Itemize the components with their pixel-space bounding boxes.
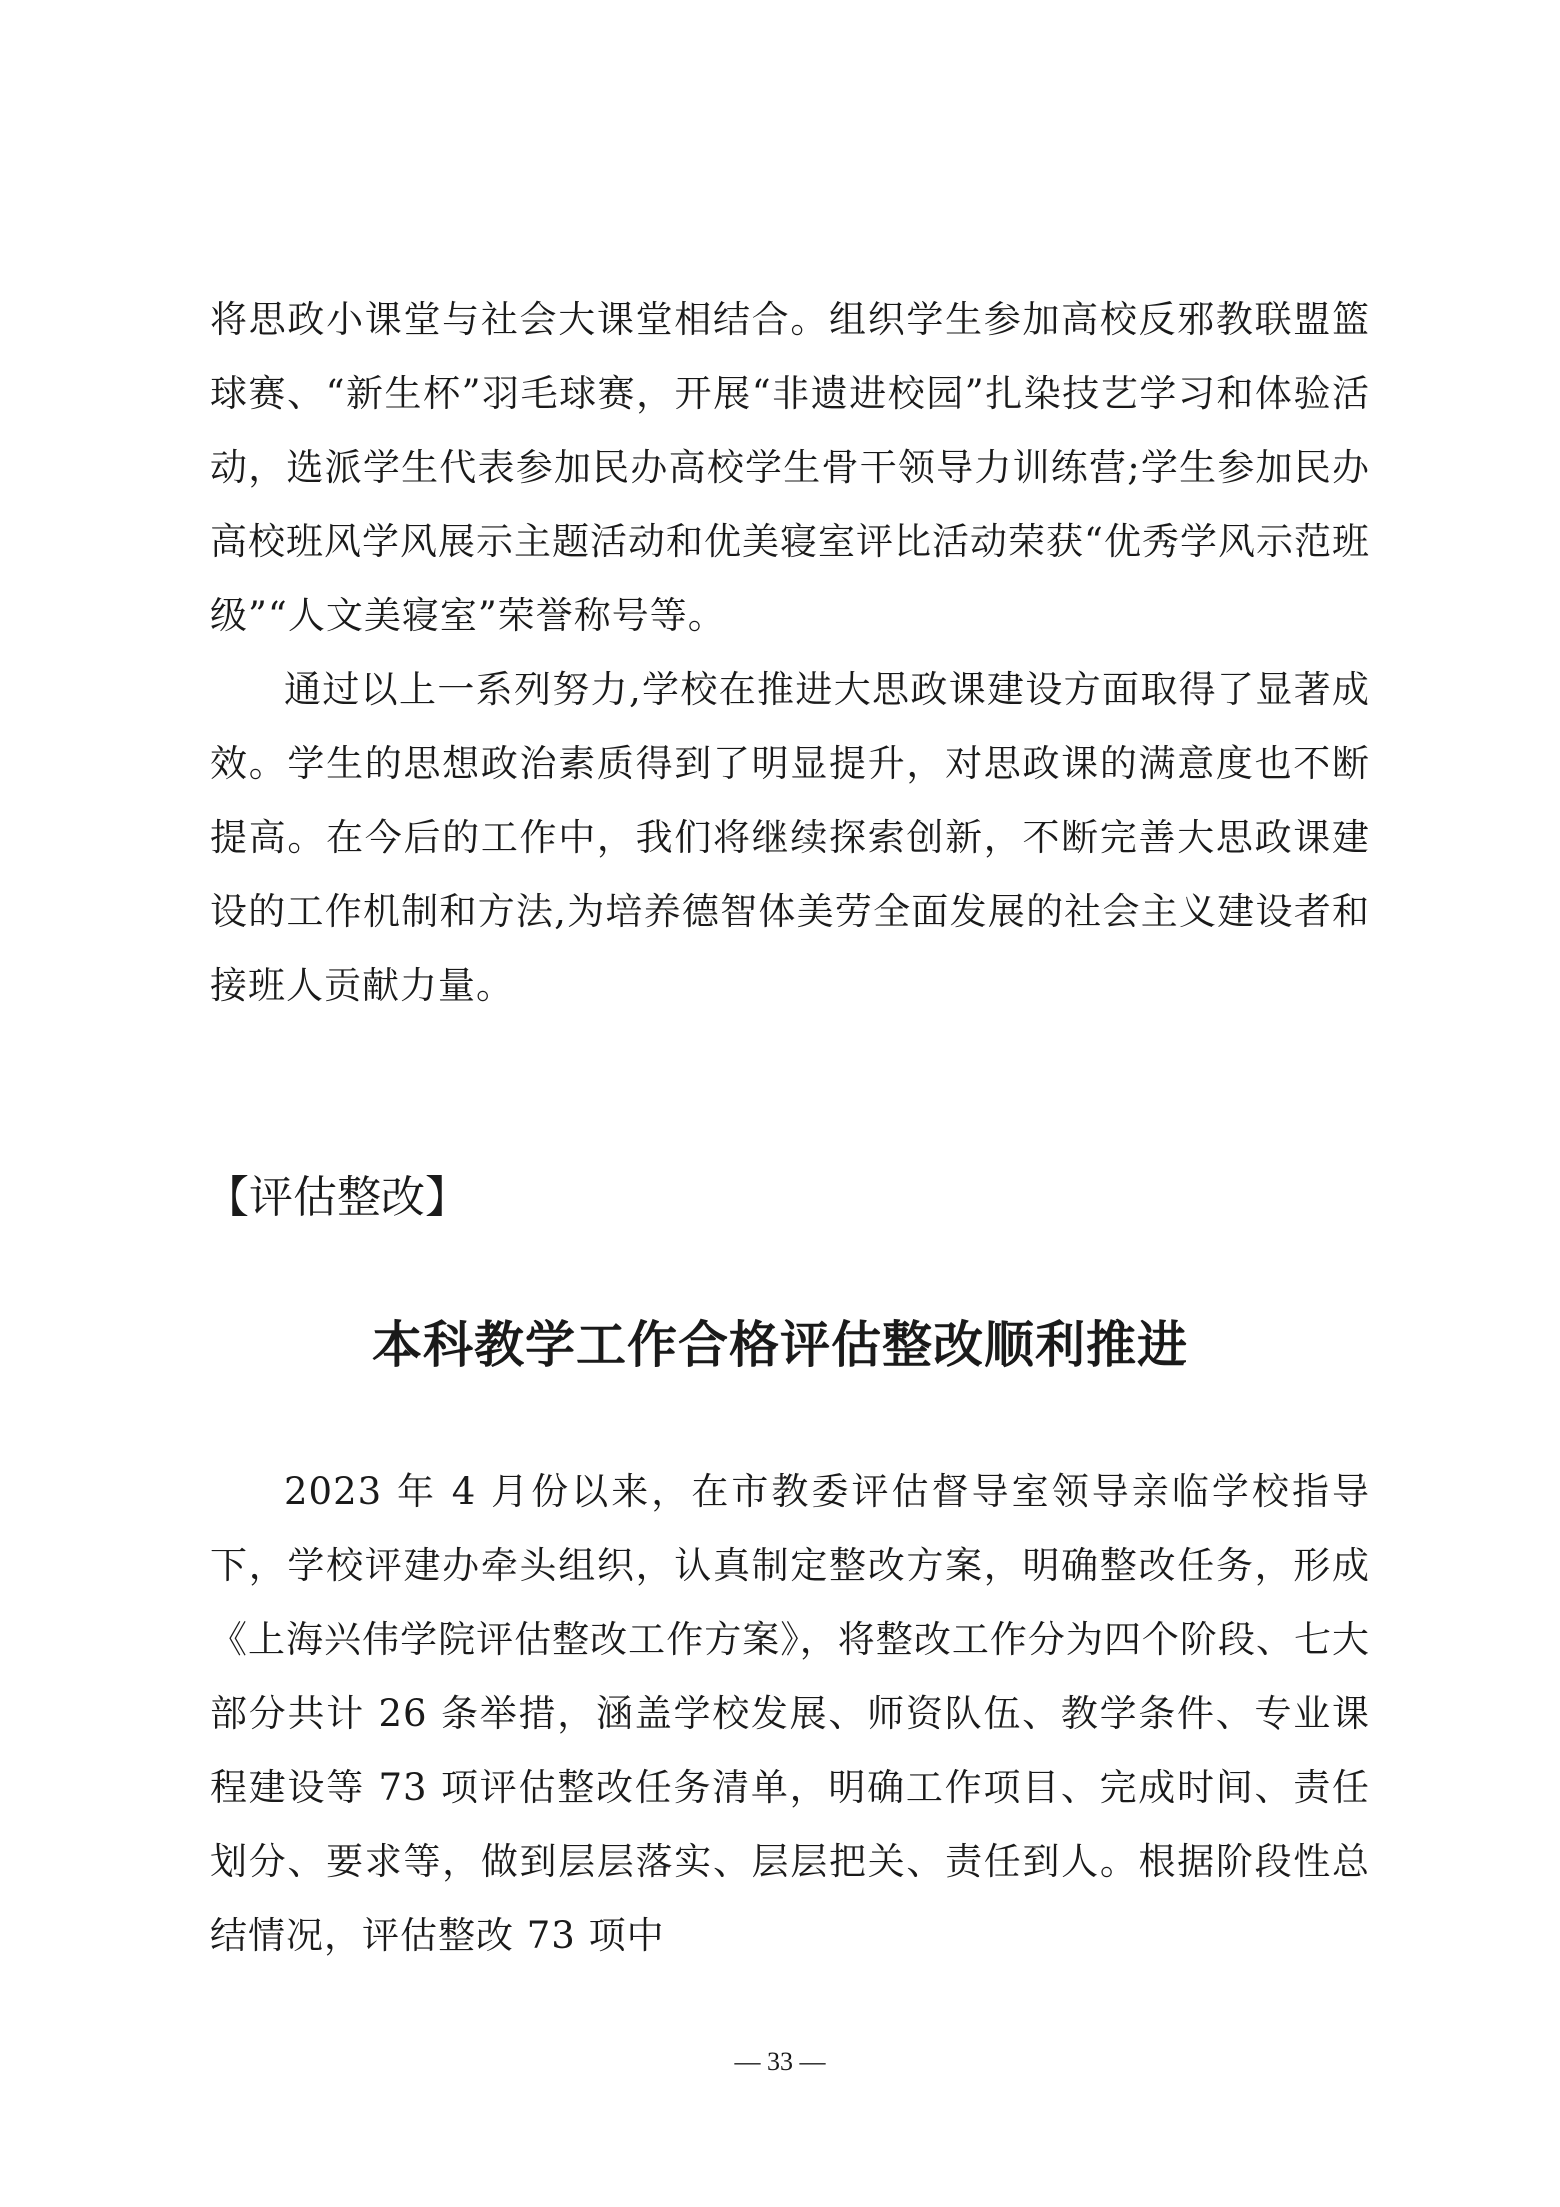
- summary-paragraph: 通过以上一系列努力,学校在推进大思政课建设方面取得了显著成效。学生的思想政治素质得到了明显提升，对思政课的满意度也不断提高。在今后的工作中，我们将继续探索创新，不断完善大思政课建设的工作机制和方法,为培养德智体美劳全面发展的社会主义建设者和接班人贡献力量。: [210, 668, 1370, 1007]
- section-label: 【评估整改】: [205, 1172, 469, 1223]
- article-body: [210, 1455, 1370, 1973]
- page-number: — 33 —: [734, 2047, 826, 2076]
- article-paragraph: 2023 年 4 月份以来，在市教委评估督导室领导亲临学校指导下，学校评建办牵头组织，认真制定整改方案，明确整改任务，形成《上海兴伟学院评估整改工作方案》，将整改工作分为四个阶段、七大部分共计 26 条举措，涵盖学校发展、师资队伍、教学条件、专业课程建设等 73 项评估整改任务清单，明确工作项目、完成时间、责任划分、要求等，做到层层落实、层层把关、责任到人。根据阶段性总结情况，评估整改 73 项中: [210, 1470, 1370, 1957]
- continuation-text: [210, 283, 1370, 1023]
- continuation-paragraph: 将思政小课堂与社会大课堂相结合。组织学生参加高校反邪教联盟篮球赛、“新生杯”羽毛球赛，开展“非遗进校园”扎染技艺学习和体验活动，选派学生代表参加民办高校学生骨干领导力训练营;学生参加民办高校班风学风展示主题活动和优美寝室评比活动荣获“优秀学风示范班级”“人文美寝室”荣誉称号等。: [210, 298, 1370, 637]
- article-title: 本科教学工作合格评估整改顺利推进: [372, 1315, 1188, 1374]
